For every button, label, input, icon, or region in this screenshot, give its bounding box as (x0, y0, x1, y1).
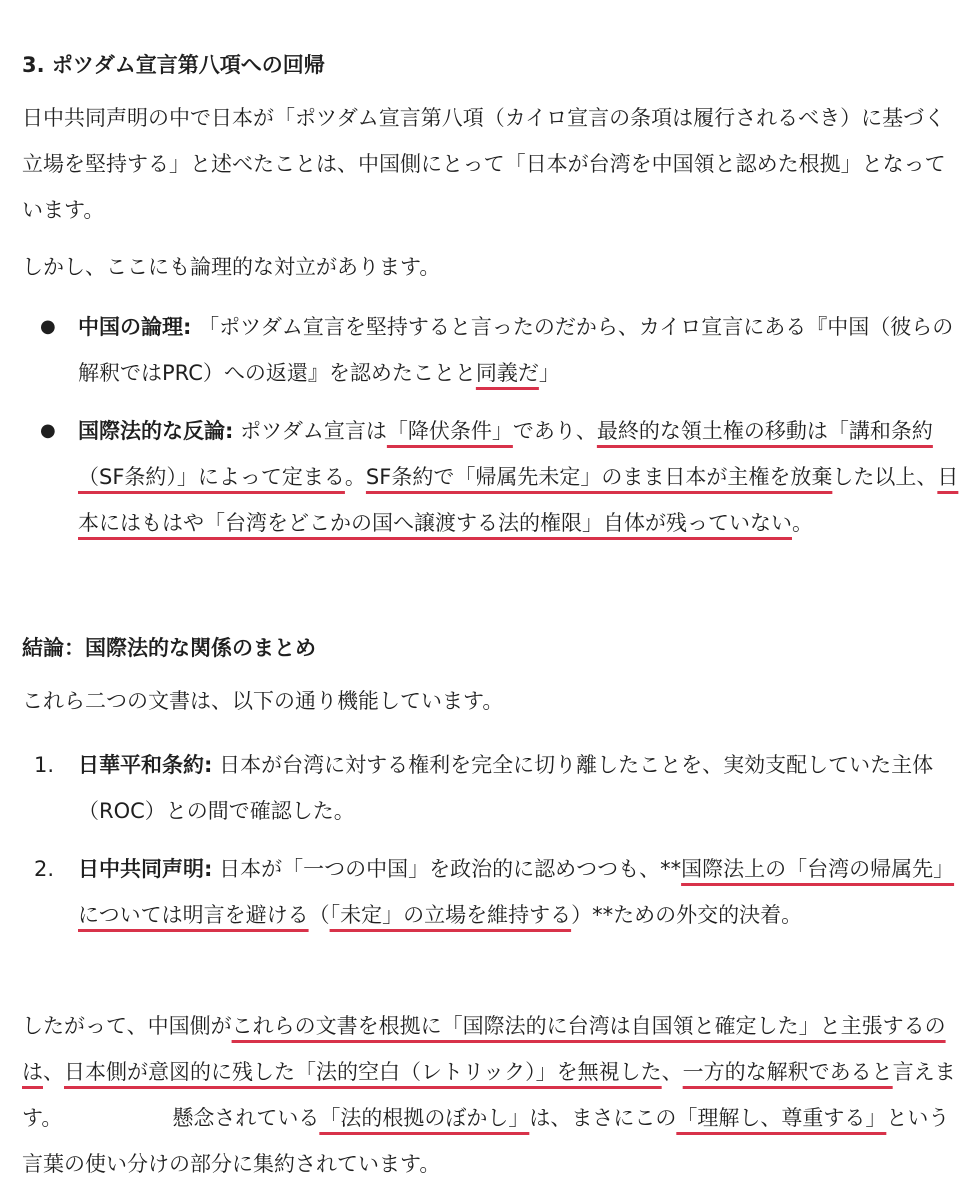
list-item-text: （ (308, 903, 330, 927)
paragraph-text: したがって、中国側が (22, 1014, 232, 1038)
paragraph-text: 言えます。 (22, 1060, 956, 1130)
list-number: 2. (34, 857, 55, 881)
bullet-text: 。 (344, 465, 366, 489)
bullet-label: 国際法的な反論: (78, 419, 234, 443)
paragraph-text: は、まさにこの (529, 1106, 677, 1130)
list-item-label: 日中共同声明: (78, 857, 213, 881)
bullet-china-logic (78, 304, 968, 396)
highlight-underline: 同義だ (475, 361, 539, 385)
paragraph-two-documents: これら二つの文書は、以下の通り機能しています。 (22, 689, 504, 713)
paragraph-final-conclusion (22, 1003, 962, 1187)
paragraph-joint-communique: 日中共同声明の中で日本が「ポツダム宣言第八項（カイロ宣言の条項は履行されるべき）に基づく立場を堅持する」と述べたことは、中国側にとって「日本が台湾を中国領と認めた根拠」となっています。 (22, 106, 946, 222)
highlight-underline: 日本にはもはや「台湾をどこかの国へ譲渡する法的権限」自体が残っていない (78, 465, 959, 535)
bullet-intl-law-rebuttal (78, 408, 968, 546)
highlight-underline: 「法的根拠のぼかし」 (319, 1106, 530, 1130)
highlight-underline: 一方的な解釈であると (682, 1060, 893, 1084)
paragraph-text: 、 (661, 1060, 683, 1084)
highlight-underline: 「未定」の立場を維持する (329, 903, 572, 927)
paragraph-logical-conflict: しかし、ここにも論理的な対立があります。 (22, 255, 441, 279)
highlight-underline: 「理解し、尊重する」 (676, 1106, 887, 1130)
highlight-underline: これらの文書を根拠に「国際法的に台湾は自国領と確定した」と主張するのは (22, 1014, 946, 1084)
bullet-text: した以上、 (832, 465, 938, 489)
paragraph-text: 懸念されている (172, 1106, 320, 1130)
paragraph-text: という言葉の使い分けの部分に集約されています。 (22, 1106, 950, 1176)
list-item-label: 日華平和条約: (78, 753, 213, 777)
paragraph-text: 、 (43, 1060, 64, 1084)
list-item-text: 日本が台湾に対する権利を完全に切り離したことを、実効支配していた主体（ROC）との間で確認した。 (78, 753, 934, 823)
bullet-text: 」 (538, 361, 560, 385)
list-item-text: 日本が「一つの中国」を政治的に認めつつも、** (212, 857, 682, 881)
bullet-text: 「ポツダム宣言を堅持すると言ったのだから、カイロ宣言にある『中国（彼らの解釈ではPRC）への返還』を認めたことと (78, 315, 954, 385)
bullet-text: ポツダム宣言は (233, 419, 387, 443)
section-heading-conclusion: 結論：国際法的な関係のまとめ (22, 636, 316, 660)
list-number: 1. (34, 753, 55, 777)
bullet-text: 。 (792, 511, 813, 535)
list-item-japan-roc-treaty (78, 742, 968, 834)
bullet-label: 中国の論理: (78, 315, 192, 339)
highlight-underline: 日本側が意図的に残した「法的空白（レトリック）」を無視した (64, 1060, 662, 1084)
list-item-text: ）**ための外交的決着。 (571, 903, 803, 927)
highlight-underline: 最終的な領土権の移動は「講和条約（SF条約）」によって定まる (78, 419, 933, 489)
highlight-underline: 「降伏条件」 (386, 419, 513, 443)
highlight-underline: SF条約で「帰属先未定」のまま日本が主権を放棄 (365, 465, 833, 489)
bullet-text: であり、 (512, 419, 597, 443)
redacted-area (62, 1124, 172, 1125)
list-item-joint-communique (78, 846, 968, 938)
highlight-underline: 国際法上の「台湾の帰属先」については明言を避ける (78, 857, 955, 927)
section-heading-potsdam: 3. ポツダム宣言第八項への回帰 (22, 53, 325, 77)
bullet-marker: ● (40, 316, 56, 337)
bullet-marker: ● (40, 420, 56, 441)
